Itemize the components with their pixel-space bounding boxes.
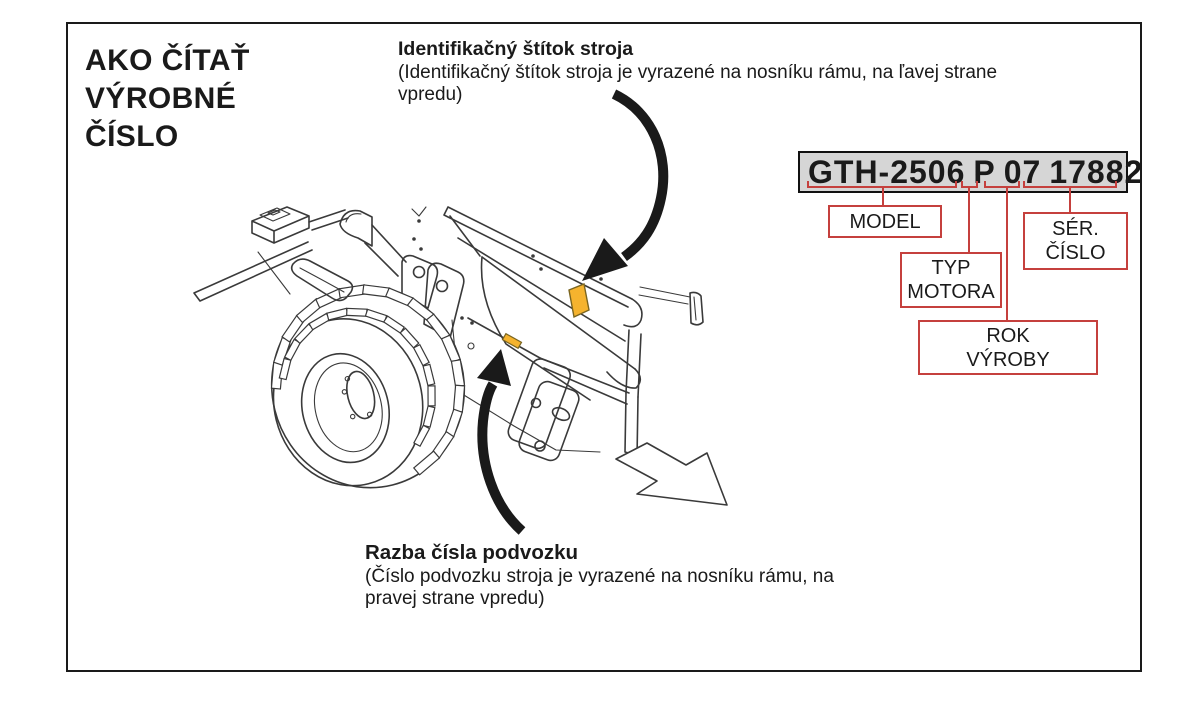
- page-title: [85, 42, 250, 156]
- chassis-note-body: [365, 566, 834, 609]
- label-engine-line-1: TYP: [931, 257, 971, 279]
- label-box-engine-type: [900, 252, 1002, 308]
- label-engine-line-2: MOTORA: [907, 281, 995, 303]
- page-title-line-1: AKO ČÍTAŤ: [85, 44, 250, 77]
- serial-number-plate: [798, 151, 1144, 193]
- serial-segment-serial: 17882: [1049, 153, 1144, 190]
- label-serial-line-2: ČÍSLO: [1045, 242, 1106, 264]
- label-serial-line-1: SÉR.: [1052, 218, 1099, 240]
- label-box-year: [918, 320, 1098, 375]
- serial-segment-engine: P: [973, 153, 996, 190]
- label-year-line-2: VÝROBY: [966, 348, 1050, 371]
- page-title-line-2: VÝROBNÉ: [85, 82, 237, 115]
- id-plate-note-body-line-1: (Identifikačný štítok stroja je vyrazené na nosníku rámu, na ľavej strane: [398, 62, 998, 83]
- chassis-note-body-line-2: pravej strane vpredu): [365, 587, 545, 609]
- serial-segment-model: GTH-2506: [808, 153, 966, 190]
- chassis-note-body-line-1: (Číslo podvozku stroja je vyrazené na nosníku rámu, na: [365, 566, 834, 587]
- chassis-note-heading: Razba čísla podvozku: [365, 541, 579, 564]
- serial-segment-year: 07: [1003, 153, 1042, 190]
- label-model: MODEL: [849, 210, 921, 233]
- id-plate-note-body-line-2: vpredu): [398, 83, 463, 105]
- label-box-model: [828, 205, 942, 238]
- id-plate-note-heading: Identifikačný štítok stroja: [398, 38, 634, 60]
- page-title-line-3: ČÍSLO: [85, 120, 179, 153]
- id-plate-note-body: [398, 62, 997, 105]
- label-box-serial-number: [1023, 212, 1128, 270]
- label-year-line-1: ROK: [986, 324, 1030, 347]
